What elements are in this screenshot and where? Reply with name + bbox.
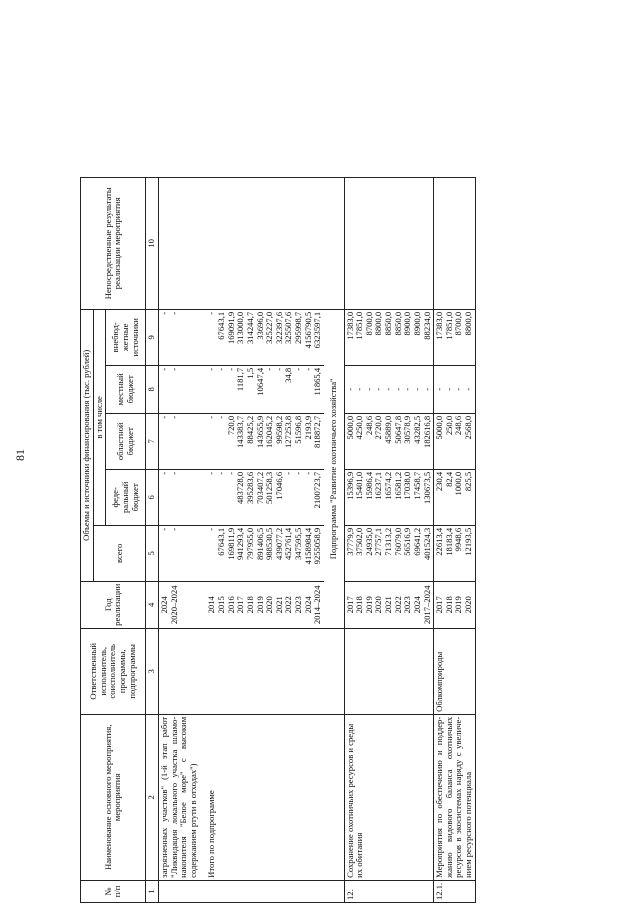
header-num [81, 880, 146, 902]
cont-extra: - - [158, 309, 199, 365]
cont-federal: - - [158, 469, 199, 525]
colnum-2: 2 [146, 714, 159, 880]
header-name [81, 714, 146, 880]
r121-extra: 17383,0 17851,0 8700,0 8800,0 [434, 309, 476, 365]
row-continuation [158, 177, 199, 902]
r121-exec: Облкомприроды [434, 628, 476, 714]
colnum-6: 6 [146, 469, 159, 525]
cont-years: 2024 2020–2024 [158, 581, 199, 628]
header-year [81, 581, 146, 628]
sub-name [324, 714, 344, 880]
r12-local: - - - - - - - - - [344, 365, 434, 413]
cont-exec [158, 628, 199, 714]
r12-results [344, 177, 434, 309]
cont-local: - - [158, 365, 199, 413]
header-num-text: № п/п [102, 885, 123, 898]
header-year-text: Год реализации [102, 583, 123, 626]
r121-regional: 5000,0 250,0 248,6 2568,0 [434, 413, 476, 469]
r121-local: - - - - [434, 365, 476, 413]
header-local [106, 365, 146, 413]
r12-num: 12. [344, 880, 434, 902]
header-extra [106, 309, 146, 365]
r12-regional: 5000,0 4250,0 248,6 2720,0 45889,0 50647,8 30578,9 43282,5 182616,8 [344, 413, 434, 469]
funding-table [80, 177, 476, 903]
r121-num: 12.1. [434, 880, 476, 902]
r121-years: 2017 2018 2019 2020 [434, 581, 476, 628]
itogo-federal: - - - 483728,0 395283,6 703407,2 501258,3 17046,6 - - - 2100723,7 [199, 469, 324, 525]
itogo-total: - 67643,1 169811,9 941293,4 797955,0 891406,5 988530,5 439077,2 452761,4 347595,5 4158984,4 9255058,9 [199, 525, 324, 581]
header-extra-text: внебюд-жетные источники [110, 318, 140, 357]
page-number: 81 [13, 449, 27, 461]
r12-name: Сохранение охотничьих ресурсов и среды их обитания [344, 714, 434, 880]
header-total-text: всего [113, 543, 124, 563]
header-funding [81, 309, 94, 581]
header-results [81, 177, 146, 309]
header-including [93, 309, 106, 525]
column-number-row [146, 177, 159, 902]
header-regional [106, 413, 146, 469]
sub-num [324, 880, 344, 902]
colnum-5: 5 [146, 525, 159, 581]
itogo-years: 2014 2015 2016 2017 2018 2019 2020 2021 2022 2023 2024 2014–2024 [199, 581, 324, 628]
r121-federal: 230,4 82,4 1000,0 825,5 [434, 469, 476, 525]
header-including-text: в том числе [93, 396, 104, 439]
header-executor-text: Ответственный исполнитель, соисполнитель программы, подпрограммы [88, 643, 137, 700]
header-results-text: Непосредственные результаты реализации мероприятия [102, 187, 123, 300]
r121-name: Мероприятия по обеспечению и поддер-жанию видового баланса охотничьих ресурсов в экосистемах наряду с увеличе-нием ресурсного потенциала [434, 714, 476, 880]
itogo-extra: - 67643,1 169091,9 313000,0 314244,7 33696,0 325227,0 322397,6 325507,6 295998,7 4156790,5 6323597,1 [199, 309, 324, 365]
subprogram-title: Подпрограмма "Развитие охотничьего хозяйства" [324, 309, 344, 628]
r12-federal: 15396,9 15401,0 15986,4 16237,1 16574,2 16581,2 17038,0 17458,7 130673,5 [344, 469, 434, 525]
colnum-7: 7 [146, 413, 159, 469]
header-funding-text: Объемы и источники финансирования (тыс. рублей) [81, 349, 91, 541]
cont-num [158, 880, 199, 902]
header-row-1 [81, 177, 94, 902]
header-local-text: местный бюджет [115, 373, 135, 406]
sub-exec [324, 628, 344, 714]
r12-extra: 17383,0 17851,0 8700,0 8800,0 8850,0 8850,0 8900,0 8900,0 88234,0 [344, 309, 434, 365]
header-regional-text: областной бюджет [115, 422, 135, 461]
row-12 [344, 177, 434, 902]
itogo-num [199, 880, 324, 902]
itogo-local: - - - 1181,7 1,5 10647,4 - - 34,8 - - 11865,4 [199, 365, 324, 413]
header-executor [81, 628, 146, 714]
colnum-4: 4 [146, 581, 159, 628]
header-federal-text: феде-ральный бюджет [110, 481, 140, 513]
row-subprogram-title [324, 177, 344, 902]
r12-exec [344, 628, 434, 714]
cont-total: - - [158, 525, 199, 581]
colnum-8: 8 [146, 365, 159, 413]
r121-total: 22613,4 18183,4 9948,6 12193,5 [434, 525, 476, 581]
colnum-1: 1 [146, 880, 159, 902]
cont-name: загрязненных участков" (1-й этап работ "Ликвидация локального участка шламо-накопителя "Белое море" с высоким содержанием ртути в отходах") [158, 714, 199, 880]
colnum-10: 10 [146, 177, 159, 309]
itogo-exec [199, 628, 324, 714]
colnum-9: 9 [146, 309, 159, 365]
r121-results [434, 177, 476, 309]
cont-regional: - - [158, 413, 199, 469]
header-total [93, 525, 146, 581]
itogo-name: Итого по подпрограмме [199, 714, 324, 880]
row-12-1 [434, 177, 476, 902]
itogo-regional: - - 720,0 143383,7 88425,2 143655,9 162045,2 99598,2 127253,8 51596,8 2193,9 818872,7 [199, 413, 324, 469]
colnum-3: 3 [146, 628, 159, 714]
cont-results [158, 177, 199, 309]
row-subprogram-total [199, 177, 324, 902]
sub-results [324, 177, 344, 309]
itogo-results [199, 177, 324, 309]
funding-table-sheet [80, 63, 640, 903]
r12-years: 2017 2018 2019 2020 2021 2022 2023 2024 2017–2024 [344, 581, 434, 628]
header-federal [106, 469, 146, 525]
r12-total: 37779,9 37502,0 24935,0 27757,1 71313,2 76079,0 56516,9 69641,2 401524,3 [344, 525, 434, 581]
header-name-text: Наименование основного мероприятия, мероприятия [102, 724, 123, 870]
